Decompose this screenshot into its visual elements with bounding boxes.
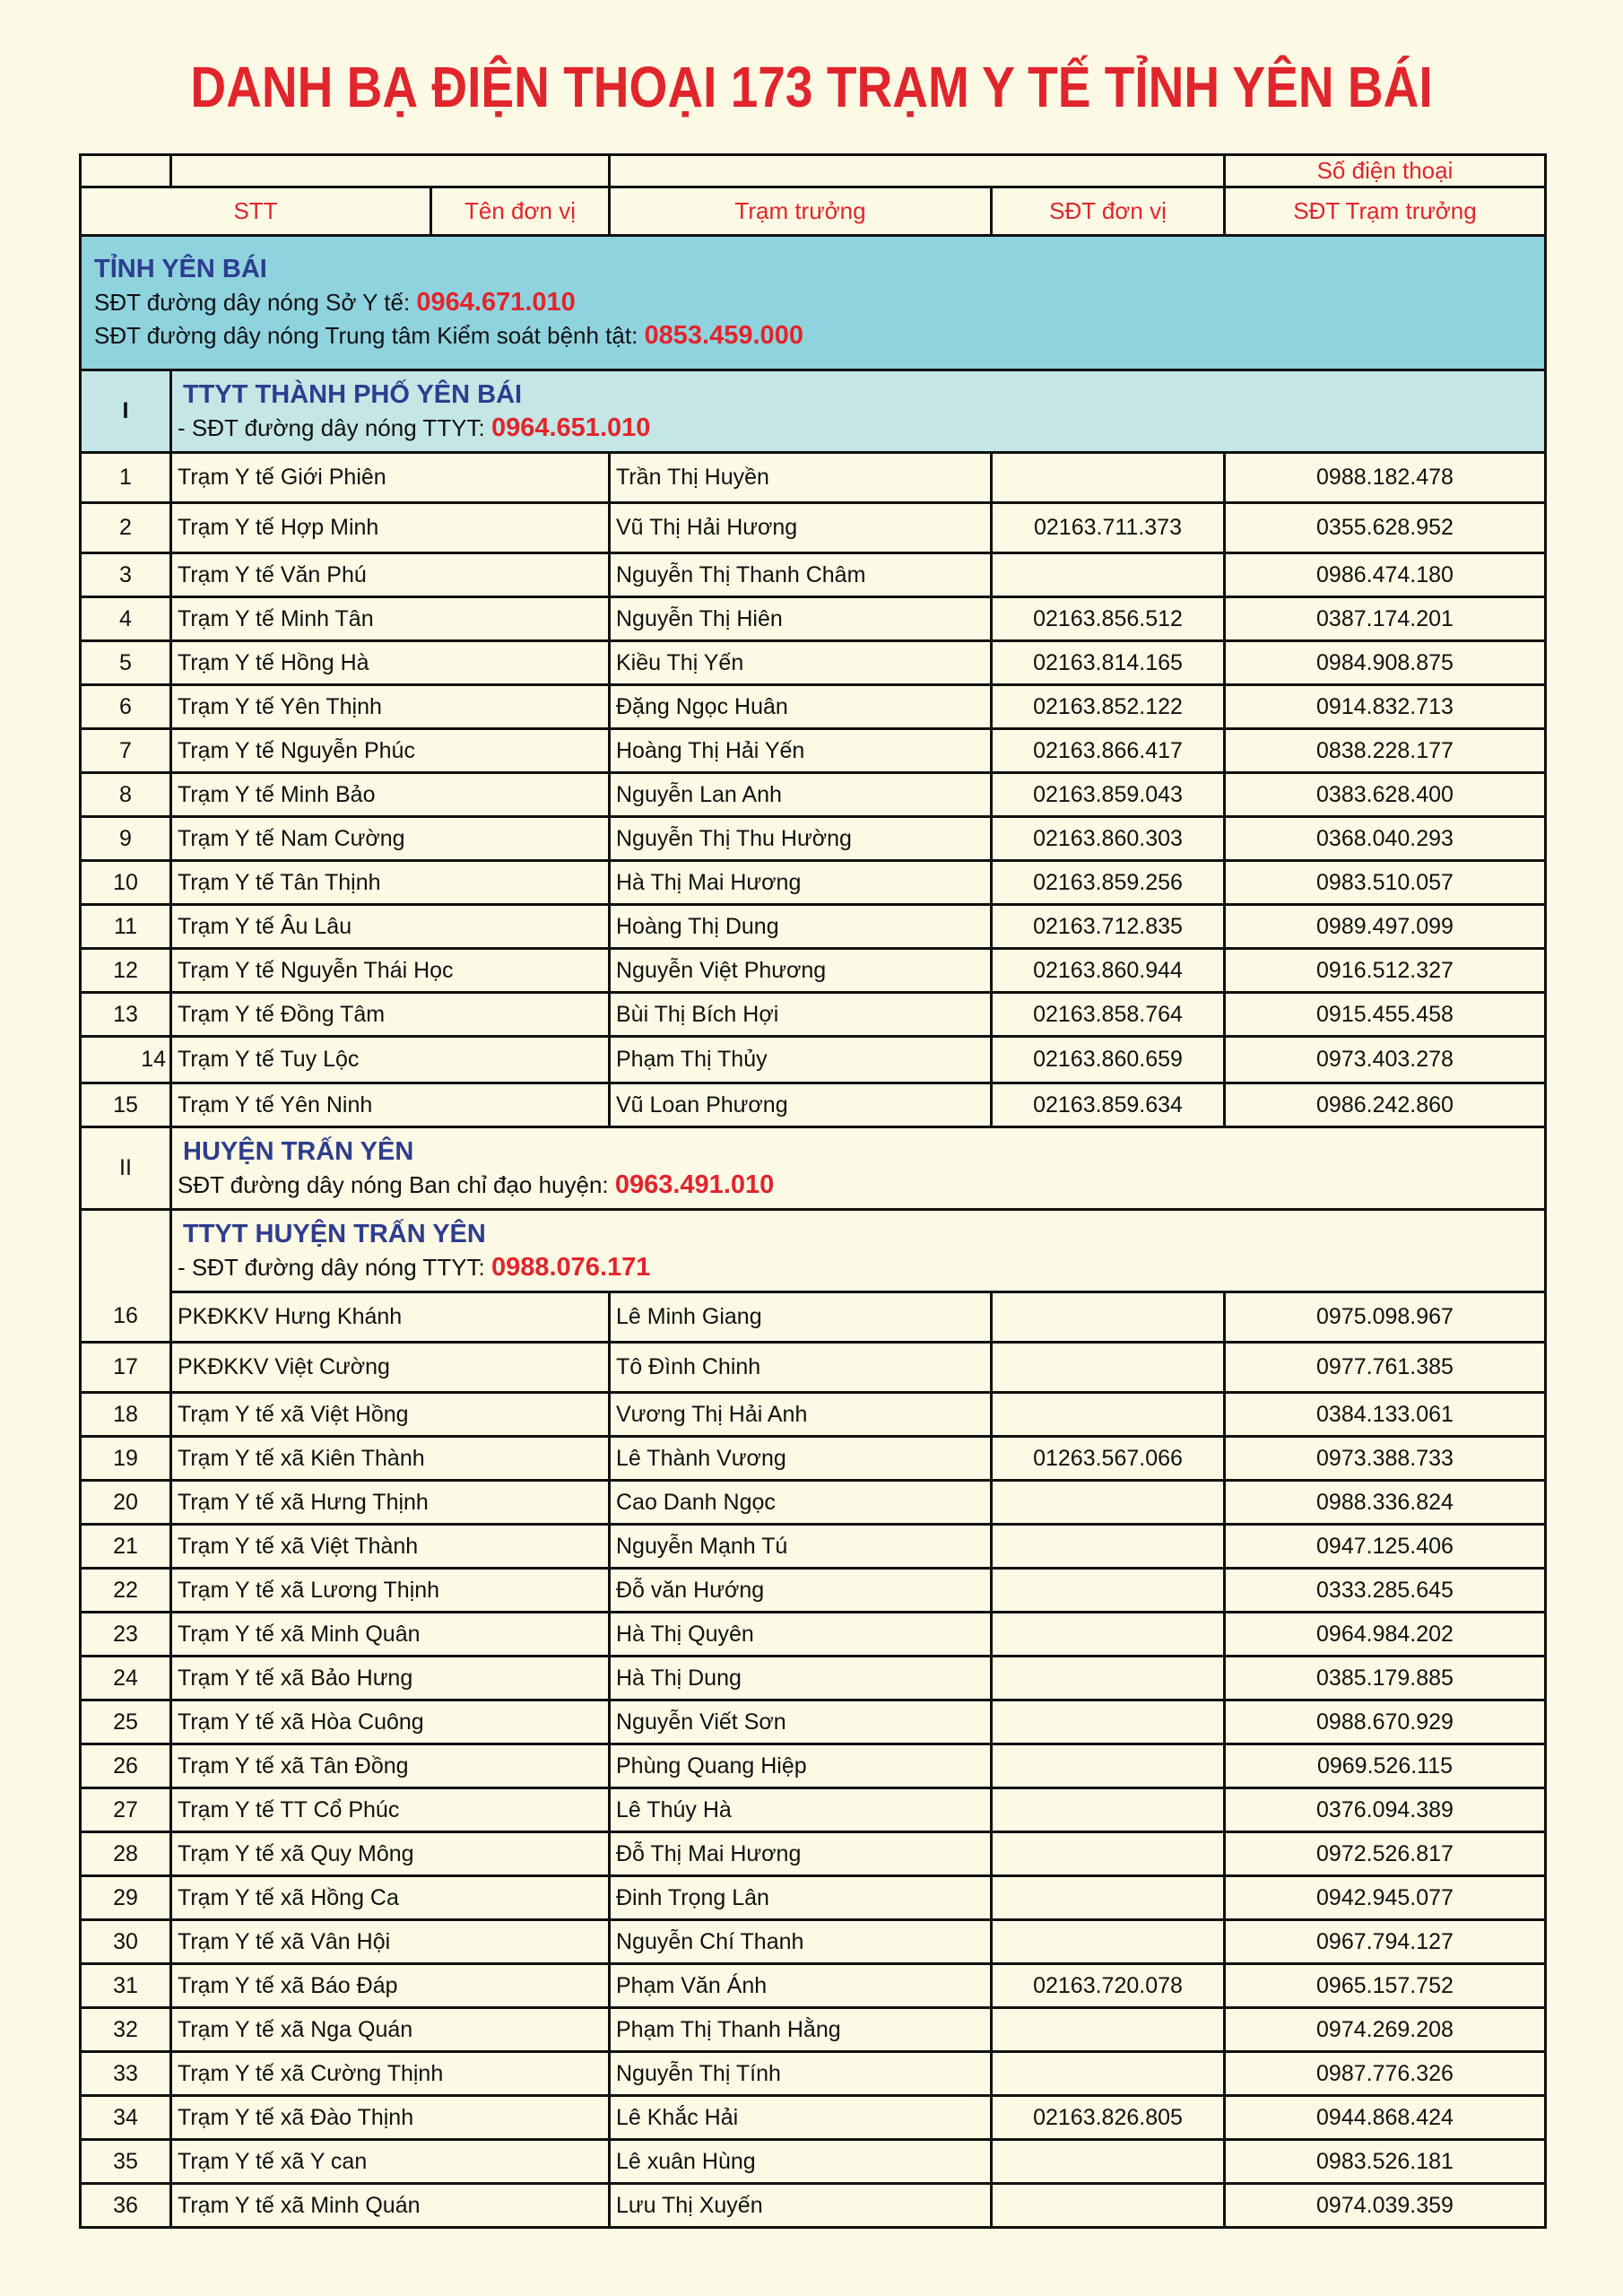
table-row [81,597,1546,641]
row-unit: Trạm Y tế Văn Phú [171,553,610,597]
row-stt: 23 [81,1613,171,1657]
row-unit-phone: 02163.860.303 [992,817,1225,861]
row-stt: 25 [81,1700,171,1744]
row-stt: 29 [81,1876,171,1920]
section-2-row [81,1127,1546,1210]
row-head: Nguyễn Thị Hiên [610,597,992,641]
row-head: Phạm Thị Thanh Hằng [610,2008,992,2052]
table-row [81,1700,1546,1744]
table-row [81,503,1546,553]
row-head-phone: 0947.125.406 [1225,1525,1546,1569]
row-unit: Trạm Y tế xã Bảo Hưng [171,1657,610,1700]
table-row [81,1920,1546,1964]
section-1-hotline-phone: 0964.651.010 [490,413,651,442]
row-head: Hà Thị Mai Hương [610,861,992,905]
row-head-phone: 0988.670.929 [1225,1700,1546,1744]
table-row [81,1525,1546,1569]
table-row [81,2008,1546,2052]
row-stt: 31 [81,1964,171,2008]
row-unit-phone [992,1569,1225,1613]
table-row [81,1393,1546,1437]
row-unit: Trạm Y tế Minh Bảo [171,773,610,817]
section-1-roman: I [81,370,171,453]
row-head: Nguyễn Thị Thu Hường [610,817,992,861]
row-head: Tô Đình Chinh [610,1343,992,1393]
province-row [81,236,1546,370]
row-unit-phone: 02163.712.835 [992,905,1225,949]
row-unit: Trạm Y tế xã Hưng Thịnh [171,1481,610,1525]
row-unit: PKĐKKV Việt Cường [171,1343,610,1393]
row-unit-phone [992,2184,1225,2228]
table-row [81,2184,1546,2228]
unit-phone-header: SĐT đơn vị [992,187,1225,236]
row-stt: 14 [81,1037,171,1083]
row-unit: Trạm Y tế Giới Phiên [171,453,610,503]
row-head: Nguyễn Thị Thanh Châm [610,553,992,597]
row-unit: Trạm Y tế xã Lương Thịnh [171,1569,610,1613]
row-head-phone: 0383.628.400 [1225,773,1546,817]
section-1-row [81,370,1546,453]
row-head-phone: 0974.269.208 [1225,2008,1546,2052]
row-unit-phone: 02163.826.805 [992,2096,1225,2140]
row-stt: 21 [81,1525,171,1569]
row-unit-phone [992,2008,1225,2052]
stt-header: STT [81,187,431,236]
row-head-phone: 0965.157.752 [1225,1964,1546,2008]
row-head-phone: 0972.526.817 [1225,1832,1546,1876]
row-unit: Trạm Y tế xã Minh Quân [171,1613,610,1657]
row-head: Phạm Thị Thủy [610,1037,992,1083]
row-head-phone: 0967.794.127 [1225,1920,1546,1964]
row-unit-phone: 02163.860.944 [992,949,1225,993]
row-head-phone: 0975.098.967 [1225,1292,1546,1343]
table-row [81,2140,1546,2184]
table-row [81,641,1546,685]
row-unit-phone: 02163.859.256 [992,861,1225,905]
row-head-phone: 0974.039.359 [1225,2184,1546,2228]
row-head-phone: 0987.776.326 [1225,2052,1546,2096]
row-head: Đỗ văn Hướng [610,1569,992,1613]
header-row [81,187,1546,236]
row-stt: 26 [81,1744,171,1788]
row-head: Nguyễn Việt Phương [610,949,992,993]
row-head: Vũ Loan Phương [610,1083,992,1127]
row-head: Nguyễn Lan Anh [610,773,992,817]
row-head-phone: 0387.174.201 [1225,597,1546,641]
row-head: Lê xuân Hùng [610,2140,992,2184]
head-phone-header: SĐT Trạm trưởng [1225,187,1546,236]
row-unit-phone [992,2140,1225,2184]
table-row [81,1037,1546,1083]
row-unit-phone: 02163.859.634 [992,1083,1225,1127]
row-stt: 33 [81,2052,171,2096]
row-head-phone: 0973.388.733 [1225,1437,1546,1481]
row-unit-phone: 01263.567.066 [992,1437,1225,1481]
section-2-roman: II [81,1127,171,1210]
row-stt: 16 [81,1292,171,1343]
table-row [81,1343,1546,1393]
table-row [81,861,1546,905]
row-head-phone: 0983.526.181 [1225,2140,1546,2184]
row-unit-phone [992,1876,1225,1920]
row-unit: Trạm Y tế xã Minh Quán [171,2184,610,2228]
row-stt: 18 [81,1393,171,1437]
row-unit: Trạm Y tế Hồng Hà [171,641,610,685]
row-unit: Trạm Y tế TT Cổ Phúc [171,1788,610,1832]
row-head: Hà Thị Quyên [610,1613,992,1657]
row-head-phone: 0914.832.713 [1225,685,1546,729]
row-head: Trần Thị Huyền [610,453,992,503]
row-stt: 36 [81,2184,171,2228]
row-unit-phone: 02163.711.373 [992,503,1225,553]
table-row [81,905,1546,949]
section-2-sub-hotline: - SĐT đường dây nóng TTYT: 0988.076.171 [178,1252,651,1282]
row-head-phone: 0355.628.952 [1225,503,1546,553]
row-head: Cao Danh Ngọc [610,1481,992,1525]
row-head-phone: 0944.868.424 [1225,2096,1546,2140]
row-stt: 9 [81,817,171,861]
row-unit-phone: 02163.814.165 [992,641,1225,685]
row-unit-phone [992,1481,1225,1525]
row-head-phone: 0385.179.885 [1225,1657,1546,1700]
row-head: Lê Thành Vương [610,1437,992,1481]
province-name: TỈNH YÊN BÁI [94,255,267,283]
row-stt: 7 [81,729,171,773]
row-stt: 27 [81,1788,171,1832]
table-row [81,1832,1546,1876]
row-head: Hoàng Thị Hải Yến [610,729,992,773]
row-unit: Trạm Y tế Tuy Lộc [171,1037,610,1083]
row-unit: Trạm Y tế Âu Lâu [171,905,610,949]
row-head-phone: 0942.945.077 [1225,1876,1546,1920]
row-stt: 13 [81,993,171,1037]
directory-table [79,153,1547,2229]
table-row [81,1613,1546,1657]
row-head: Hoàng Thị Dung [610,905,992,949]
row-unit: Trạm Y tế Nam Cường [171,817,610,861]
row-head-phone: 0986.242.860 [1225,1083,1546,1127]
row-unit: Trạm Y tế Đồng Tâm [171,993,610,1037]
section-2-name: HUYỆN TRẤN YÊN [183,1136,414,1166]
row-unit-phone [992,1744,1225,1788]
row-unit-phone [992,553,1225,597]
row-unit: Trạm Y tế xã Cường Thịnh [171,2052,610,2096]
row-head: Nguyễn Thị Tính [610,2052,992,2096]
table-row [81,2052,1546,2096]
row-unit: Trạm Y tế Yên Thịnh [171,685,610,729]
row-stt: 24 [81,1657,171,1700]
table-row [81,949,1546,993]
row-stt: 17 [81,1343,171,1393]
row-head-phone: 0915.455.458 [1225,993,1546,1037]
row-unit: PKĐKKV Hưng Khánh [171,1292,610,1343]
table-row [81,2096,1546,2140]
row-stt: 10 [81,861,171,905]
row-head: Lê Khắc Hải [610,2096,992,2140]
row-head: Đặng Ngọc Huân [610,685,992,729]
row-unit: Trạm Y tế xã Kiên Thành [171,1437,610,1481]
row-head: Phạm Văn Ánh [610,1964,992,2008]
table-row [81,817,1546,861]
phone-group-header: Số điện thoại [1225,155,1546,187]
row-unit-phone [992,1393,1225,1437]
row-head: Nguyễn Mạnh Tú [610,1525,992,1569]
row-stt: 8 [81,773,171,817]
section-1-name: TTYT THÀNH PHỐ YÊN BÁI [183,379,523,409]
row-stt: 30 [81,1920,171,1964]
row-unit: Trạm Y tế xã Tân Đồng [171,1744,610,1788]
table-row [81,1876,1546,1920]
row-stt: 11 [81,905,171,949]
row-unit-phone [992,1613,1225,1657]
row-head-phone: 0988.182.478 [1225,453,1546,503]
row-head: Phùng Quang Hiệp [610,1744,992,1788]
row-unit-phone [992,1292,1225,1343]
row-unit: Trạm Y tế Hợp Minh [171,503,610,553]
table-row [81,729,1546,773]
row-unit-phone [992,1657,1225,1700]
row-unit: Trạm Y tế xã Hồng Ca [171,1876,610,1920]
section-2-hotline: SĐT đường dây nóng Ban chỉ đạo huyện: 0963.491.010 [178,1170,775,1199]
row-unit: Trạm Y tế Nguyễn Phúc [171,729,610,773]
row-head-phone: 0368.040.293 [1225,817,1546,861]
table-row [81,1964,1546,2008]
row-unit-phone [992,1525,1225,1569]
row-unit: Trạm Y tế Tân Thịnh [171,861,610,905]
row-unit-phone: 02163.852.122 [992,685,1225,729]
row-head-phone: 0973.403.278 [1225,1037,1546,1083]
row-head: Vũ Thị Hải Hương [610,503,992,553]
row-head-phone: 0376.094.389 [1225,1788,1546,1832]
section-2-sub-row [81,1210,1546,1292]
table-row [81,1437,1546,1481]
row-unit: Trạm Y tế xã Nga Quán [171,2008,610,2052]
row-head-phone: 0983.510.057 [1225,861,1546,905]
row-unit-phone: 02163.858.764 [992,993,1225,1037]
row-unit-phone [992,1343,1225,1393]
row-head: Đinh Trọng Lân [610,1876,992,1920]
table-row [81,1481,1546,1525]
table-row [81,773,1546,817]
row-stt: 19 [81,1437,171,1481]
row-stt: 34 [81,2096,171,2140]
row-head-phone: 0964.984.202 [1225,1613,1546,1657]
row-stt: 4 [81,597,171,641]
row-head-phone: 0986.474.180 [1225,553,1546,597]
row-head-phone: 0333.285.645 [1225,1569,1546,1613]
row-head: Lê Minh Giang [610,1292,992,1343]
row-head-phone: 0989.497.099 [1225,905,1546,949]
province-hotline-1-phone: 0964.671.010 [416,288,576,317]
row-stt: 32 [81,2008,171,2052]
table-row [81,1083,1546,1127]
header-row-top [81,155,1546,187]
row-unit: Trạm Y tế xã Hòa Cuông [171,1700,610,1744]
row-stt: 35 [81,2140,171,2184]
row-unit: Trạm Y tế xã Việt Hồng [171,1393,610,1437]
row-unit: Trạm Y tế Nguyễn Thái Học [171,949,610,993]
row-unit: Trạm Y tế xã Quy Mông [171,1832,610,1876]
row-head: Nguyễn Chí Thanh [610,1920,992,1964]
table-row [81,1569,1546,1613]
row-head: Đỗ Thị Mai Hương [610,1832,992,1876]
row-unit-phone: 02163.720.078 [992,1964,1225,2008]
row-head-phone: 0988.336.824 [1225,1481,1546,1525]
row-head: Kiều Thị Yến [610,641,992,685]
section-2-sub-name: TTYT HUYỆN TRẤN YÊN [183,1219,486,1248]
table-row [81,993,1546,1037]
row-stt: 15 [81,1083,171,1127]
row-unit-phone [992,1920,1225,1964]
unit-header: Tên đơn vị [431,187,610,236]
row-head-phone: 0838.228.177 [1225,729,1546,773]
row-head: Nguyễn Viết Sơn [610,1700,992,1744]
province-hotline-2-phone: 0853.459.000 [644,321,803,350]
row-unit: Trạm Y tế Minh Tân [171,597,610,641]
row-stt: 20 [81,1481,171,1525]
row-stt: 2 [81,503,171,553]
page-title: DANH BẠ ĐIỆN THOẠI 173 TRẠM Y TẾ TỈNH YÊN BÁI [190,55,1433,119]
row-unit: Trạm Y tế xã Báo Đáp [171,1964,610,2008]
row-stt: 3 [81,553,171,597]
table-row [81,685,1546,729]
row-head-phone: 0384.133.061 [1225,1393,1546,1437]
row-unit: Trạm Y tế xã Việt Thành [171,1525,610,1569]
row-stt: 6 [81,685,171,729]
row-head-phone: 0969.526.115 [1225,1744,1546,1788]
row-unit-phone [992,1788,1225,1832]
row-head-phone: 0916.512.327 [1225,949,1546,993]
row-head: Bùi Thị Bích Hợi [610,993,992,1037]
table-row [81,1788,1546,1832]
row-stt: 12 [81,949,171,993]
row-unit-phone [992,2052,1225,2096]
row-unit: Trạm Y tế xã Y can [171,2140,610,2184]
row-unit-phone [992,453,1225,503]
province-hotline-1: SĐT đường dây nóng Sở Y tế: 0964.671.010 [94,288,576,317]
row-unit: Trạm Y tế xã Vân Hội [171,1920,610,1964]
row-head: Lưu Thị Xuyến [610,2184,992,2228]
row-head-phone: 0984.908.875 [1225,641,1546,685]
section-2-hotline-phone: 0963.491.010 [614,1170,775,1199]
row-unit-phone: 02163.866.417 [992,729,1225,773]
row-unit-phone: 02163.860.659 [992,1037,1225,1083]
row-unit-phone [992,1832,1225,1876]
table-row [81,1657,1546,1700]
row-unit-phone: 02163.856.512 [992,597,1225,641]
row-head: Hà Thị Dung [610,1657,992,1700]
province-hotline-2: SĐT đường dây nóng Trung tâm Kiểm soát bệnh tật: 0853.459.000 [94,321,803,350]
section-2-sub-hotline-phone: 0988.076.171 [490,1252,651,1282]
row-head-phone: 0977.761.385 [1225,1343,1546,1393]
table-row [81,553,1546,597]
row-head: Lê Thúy Hà [610,1788,992,1832]
table-row [81,1292,1546,1343]
row-unit-phone: 02163.859.043 [992,773,1225,817]
row-unit: Trạm Y tế Yên Ninh [171,1083,610,1127]
row-stt: 28 [81,1832,171,1876]
row-unit: Trạm Y tế xã Đào Thịnh [171,2096,610,2140]
table-row [81,1744,1546,1788]
row-stt: 5 [81,641,171,685]
row-head: Vương Thị Hải Anh [610,1393,992,1437]
row-unit-phone [992,1700,1225,1744]
head-header: Trạm trưởng [610,187,992,236]
table-row [81,453,1546,503]
row-stt: 1 [81,453,171,503]
row-stt: 22 [81,1569,171,1613]
section-1-hotline: - SĐT đường dây nóng TTYT: 0964.651.010 [178,413,651,442]
